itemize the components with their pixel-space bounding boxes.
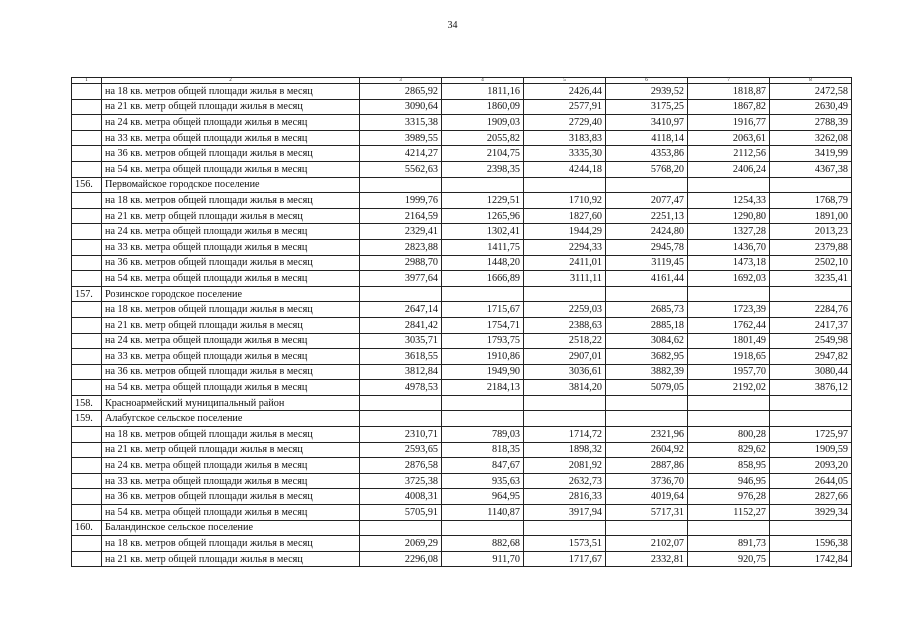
value-cell: 1411,75 (442, 239, 524, 255)
value-cell: 3812,84 (360, 364, 442, 380)
table-row (72, 99, 852, 115)
value-cell: 2251,13 (606, 208, 688, 224)
value-cell: 1573,51 (524, 536, 606, 552)
value-cell: 800,28 (688, 427, 770, 443)
value-cell: 1152,27 (688, 505, 770, 521)
section-number: 158. (72, 395, 102, 411)
empty-cell (72, 536, 102, 552)
value-cell: 1918,65 (688, 349, 770, 365)
value-cell: 3084,62 (606, 333, 688, 349)
table-row (72, 208, 852, 224)
value-cell: 2841,42 (360, 317, 442, 333)
row-label: на 36 кв. метров общей площади жилья в месяц (102, 489, 360, 505)
empty-cell (688, 520, 770, 536)
value-cell: 2081,92 (524, 458, 606, 474)
value-cell: 1742,84 (770, 551, 852, 567)
value-cell: 4353,86 (606, 146, 688, 162)
value-cell: 946,95 (688, 473, 770, 489)
value-cell: 3035,71 (360, 333, 442, 349)
value-cell: 1909,03 (442, 115, 524, 131)
empty-cell (770, 520, 852, 536)
value-cell: 1909,59 (770, 442, 852, 458)
value-cell: 1827,60 (524, 208, 606, 224)
empty-cell (770, 286, 852, 302)
column-number: 8 (770, 78, 852, 84)
row-label: на 54 кв. метра общей площади жилья в месяц (102, 505, 360, 521)
value-cell: 4118,14 (606, 130, 688, 146)
empty-cell (72, 239, 102, 255)
empty-cell (524, 520, 606, 536)
empty-cell (770, 411, 852, 427)
value-cell: 2947,82 (770, 349, 852, 365)
value-cell: 2013,23 (770, 224, 852, 240)
value-cell: 2102,07 (606, 536, 688, 552)
value-cell: 2164,59 (360, 208, 442, 224)
tariff-table (71, 77, 852, 567)
table-row (72, 302, 852, 318)
value-cell: 2887,86 (606, 458, 688, 474)
empty-cell (72, 130, 102, 146)
table-row (72, 161, 852, 177)
empty-cell (72, 442, 102, 458)
value-cell: 1140,87 (442, 505, 524, 521)
value-cell: 1867,82 (688, 99, 770, 115)
table-row (72, 442, 852, 458)
value-cell: 2069,29 (360, 536, 442, 552)
value-cell: 3183,83 (524, 130, 606, 146)
value-cell: 2424,80 (606, 224, 688, 240)
empty-cell (72, 551, 102, 567)
value-cell: 2907,01 (524, 349, 606, 365)
value-cell: 858,95 (688, 458, 770, 474)
value-cell: 5768,20 (606, 161, 688, 177)
table-row (72, 255, 852, 271)
empty-cell (72, 161, 102, 177)
row-label: на 18 кв. метров общей площади жилья в месяц (102, 84, 360, 100)
table-row (72, 146, 852, 162)
value-cell: 3090,64 (360, 99, 442, 115)
row-label: на 24 кв. метра общей площади жилья в месяц (102, 333, 360, 349)
value-cell: 2644,05 (770, 473, 852, 489)
column-number: 7 (688, 78, 770, 84)
table-row (72, 458, 852, 474)
empty-cell (72, 115, 102, 131)
empty-cell (72, 255, 102, 271)
value-cell: 2379,88 (770, 239, 852, 255)
value-cell: 1898,32 (524, 442, 606, 458)
value-cell: 2549,98 (770, 333, 852, 349)
section-title: Красноармейский муниципальный район (102, 395, 360, 411)
value-cell: 1723,39 (688, 302, 770, 318)
column-number: 2 (102, 78, 360, 84)
value-cell: 2876,58 (360, 458, 442, 474)
section-number: 156. (72, 177, 102, 193)
empty-cell (72, 505, 102, 521)
table-row (72, 317, 852, 333)
value-cell: 818,35 (442, 442, 524, 458)
value-cell: 3725,38 (360, 473, 442, 489)
section-title: Алабугское сельское поселение (102, 411, 360, 427)
row-label: на 54 кв. метра общей площади жилья в месяц (102, 380, 360, 396)
value-cell: 1793,75 (442, 333, 524, 349)
value-cell: 1473,18 (688, 255, 770, 271)
value-cell: 3977,64 (360, 271, 442, 287)
empty-cell (688, 411, 770, 427)
value-cell: 2417,37 (770, 317, 852, 333)
table-row (72, 224, 852, 240)
value-cell: 2063,61 (688, 130, 770, 146)
table-row (72, 349, 852, 365)
table-row (72, 536, 852, 552)
value-cell: 1725,97 (770, 427, 852, 443)
empty-cell (360, 411, 442, 427)
section-title: Баландинское сельское поселение (102, 520, 360, 536)
value-cell: 1891,00 (770, 208, 852, 224)
section-title: Розинское городское поселение (102, 286, 360, 302)
value-cell: 2284,76 (770, 302, 852, 318)
value-cell: 1436,70 (688, 239, 770, 255)
row-label: на 33 кв. метра общей площади жилья в месяц (102, 349, 360, 365)
row-label: на 33 кв. метра общей площади жилья в месяц (102, 130, 360, 146)
value-cell: 3111,11 (524, 271, 606, 287)
value-cell: 891,73 (688, 536, 770, 552)
table-row (72, 130, 852, 146)
table-row (72, 427, 852, 443)
value-cell: 789,03 (442, 427, 524, 443)
empty-cell (524, 177, 606, 193)
value-cell: 2406,24 (688, 161, 770, 177)
value-cell: 3175,25 (606, 99, 688, 115)
value-cell: 1999,76 (360, 193, 442, 209)
value-cell: 5079,05 (606, 380, 688, 396)
value-cell: 2192,02 (688, 380, 770, 396)
section-row (72, 177, 852, 193)
empty-cell (72, 146, 102, 162)
column-number: 4 (442, 78, 524, 84)
empty-cell (360, 395, 442, 411)
value-cell: 1801,49 (688, 333, 770, 349)
empty-cell (72, 193, 102, 209)
value-cell: 2988,70 (360, 255, 442, 271)
value-cell: 2296,08 (360, 551, 442, 567)
row-label: на 21 кв. метр общей площади жилья в месяц (102, 551, 360, 567)
value-cell: 3736,70 (606, 473, 688, 489)
row-label: на 24 кв. метра общей площади жилья в месяц (102, 458, 360, 474)
value-cell: 2518,22 (524, 333, 606, 349)
row-label: на 36 кв. метров общей площади жилья в месяц (102, 364, 360, 380)
value-cell: 2647,14 (360, 302, 442, 318)
value-cell: 3876,12 (770, 380, 852, 396)
table-row (72, 84, 852, 100)
value-cell: 1596,38 (770, 536, 852, 552)
empty-cell (72, 473, 102, 489)
value-cell: 1327,28 (688, 224, 770, 240)
value-cell: 1944,29 (524, 224, 606, 240)
value-cell: 2411,01 (524, 255, 606, 271)
empty-cell (524, 411, 606, 427)
value-cell: 2593,65 (360, 442, 442, 458)
value-cell: 1254,33 (688, 193, 770, 209)
value-cell: 1754,71 (442, 317, 524, 333)
value-cell: 3419,99 (770, 146, 852, 162)
value-cell: 1710,92 (524, 193, 606, 209)
section-number: 157. (72, 286, 102, 302)
value-cell: 2632,73 (524, 473, 606, 489)
section-row (72, 395, 852, 411)
value-cell: 935,63 (442, 473, 524, 489)
value-cell: 3989,55 (360, 130, 442, 146)
row-label: на 36 кв. метров общей площади жилья в месяц (102, 146, 360, 162)
row-label: на 24 кв. метра общей площади жилья в месяц (102, 224, 360, 240)
value-cell: 976,28 (688, 489, 770, 505)
value-cell: 2398,35 (442, 161, 524, 177)
row-label: на 21 кв. метр общей площади жилья в месяц (102, 317, 360, 333)
empty-cell (688, 177, 770, 193)
table-body (72, 78, 852, 567)
section-row (72, 411, 852, 427)
value-cell: 2426,44 (524, 84, 606, 100)
empty-cell (72, 208, 102, 224)
value-cell: 4214,27 (360, 146, 442, 162)
value-cell: 847,67 (442, 458, 524, 474)
value-cell: 4161,44 (606, 271, 688, 287)
value-cell: 5705,91 (360, 505, 442, 521)
value-cell: 3119,45 (606, 255, 688, 271)
value-cell: 2332,81 (606, 551, 688, 567)
column-number: 6 (606, 78, 688, 84)
value-cell: 2259,03 (524, 302, 606, 318)
value-cell: 1818,87 (688, 84, 770, 100)
value-cell: 1290,80 (688, 208, 770, 224)
value-cell: 1229,51 (442, 193, 524, 209)
value-cell: 1957,70 (688, 364, 770, 380)
empty-cell (360, 177, 442, 193)
empty-cell (442, 286, 524, 302)
value-cell: 1302,41 (442, 224, 524, 240)
value-cell: 4008,31 (360, 489, 442, 505)
value-cell: 1448,20 (442, 255, 524, 271)
row-label: на 18 кв. метров общей площади жилья в месяц (102, 302, 360, 318)
table-row (72, 489, 852, 505)
value-cell: 920,75 (688, 551, 770, 567)
value-cell: 1949,90 (442, 364, 524, 380)
value-cell: 2055,82 (442, 130, 524, 146)
value-cell: 3618,55 (360, 349, 442, 365)
table-row (72, 271, 852, 287)
value-cell: 911,70 (442, 551, 524, 567)
value-cell: 964,95 (442, 489, 524, 505)
table-row (72, 364, 852, 380)
value-cell: 2823,88 (360, 239, 442, 255)
value-cell: 1717,67 (524, 551, 606, 567)
empty-cell (360, 520, 442, 536)
value-cell: 2472,58 (770, 84, 852, 100)
row-label: на 18 кв. метров общей площади жилья в месяц (102, 427, 360, 443)
value-cell: 2112,56 (688, 146, 770, 162)
value-cell: 3814,20 (524, 380, 606, 396)
row-label: на 24 кв. метра общей площади жилья в месяц (102, 115, 360, 131)
value-cell: 2502,10 (770, 255, 852, 271)
value-cell: 2945,78 (606, 239, 688, 255)
empty-cell (72, 427, 102, 443)
column-number: 5 (524, 78, 606, 84)
value-cell: 3080,44 (770, 364, 852, 380)
empty-cell (770, 177, 852, 193)
empty-cell (72, 302, 102, 318)
empty-cell (442, 520, 524, 536)
value-cell: 2729,40 (524, 115, 606, 131)
value-cell: 3036,61 (524, 364, 606, 380)
empty-cell (688, 286, 770, 302)
value-cell: 1910,86 (442, 349, 524, 365)
row-label: на 36 кв. метров общей площади жилья в месяц (102, 255, 360, 271)
value-cell: 2093,20 (770, 458, 852, 474)
value-cell: 3235,41 (770, 271, 852, 287)
value-cell: 2104,75 (442, 146, 524, 162)
value-cell: 2630,49 (770, 99, 852, 115)
value-cell: 2885,18 (606, 317, 688, 333)
row-label: на 18 кв. метров общей площади жилья в месяц (102, 536, 360, 552)
row-label: на 21 кв. метр общей площади жилья в месяц (102, 442, 360, 458)
row-label: на 33 кв. метра общей площади жилья в месяц (102, 239, 360, 255)
value-cell: 2184,13 (442, 380, 524, 396)
value-cell: 882,68 (442, 536, 524, 552)
empty-cell (606, 286, 688, 302)
value-cell: 4244,18 (524, 161, 606, 177)
table-row (72, 115, 852, 131)
value-cell: 2329,41 (360, 224, 442, 240)
value-cell: 1762,44 (688, 317, 770, 333)
column-number: 1 (72, 78, 102, 84)
row-label: на 21 кв. метр общей площади жилья в месяц (102, 208, 360, 224)
empty-cell (770, 395, 852, 411)
value-cell: 2577,91 (524, 99, 606, 115)
empty-cell (72, 99, 102, 115)
value-cell: 2310,71 (360, 427, 442, 443)
empty-cell (72, 349, 102, 365)
empty-cell (442, 411, 524, 427)
value-cell: 1265,96 (442, 208, 524, 224)
value-cell: 2685,73 (606, 302, 688, 318)
empty-cell (524, 395, 606, 411)
page-number: 34 (447, 20, 458, 31)
empty-cell (442, 395, 524, 411)
table-row (72, 551, 852, 567)
value-cell: 2865,92 (360, 84, 442, 100)
value-cell: 1768,79 (770, 193, 852, 209)
table-row (72, 473, 852, 489)
empty-cell (606, 177, 688, 193)
value-cell: 1860,09 (442, 99, 524, 115)
row-label: на 21 кв. метр общей площади жилья в месяц (102, 99, 360, 115)
empty-cell (606, 395, 688, 411)
empty-cell (688, 395, 770, 411)
section-number: 160. (72, 520, 102, 536)
empty-cell (606, 520, 688, 536)
value-cell: 3335,30 (524, 146, 606, 162)
value-cell: 2294,33 (524, 239, 606, 255)
value-cell: 1666,89 (442, 271, 524, 287)
empty-cell (72, 380, 102, 396)
row-label: на 33 кв. метра общей площади жилья в месяц (102, 473, 360, 489)
table-row (72, 380, 852, 396)
value-cell: 829,62 (688, 442, 770, 458)
section-row (72, 520, 852, 536)
row-label: на 54 кв. метра общей площади жилья в месяц (102, 161, 360, 177)
value-cell: 2604,92 (606, 442, 688, 458)
section-row (72, 286, 852, 302)
column-number: 3 (360, 78, 442, 84)
value-cell: 2816,33 (524, 489, 606, 505)
value-cell: 2077,47 (606, 193, 688, 209)
empty-cell (72, 84, 102, 100)
empty-cell (72, 271, 102, 287)
value-cell: 2321,96 (606, 427, 688, 443)
table-row (72, 333, 852, 349)
value-cell: 1811,16 (442, 84, 524, 100)
value-cell: 3262,08 (770, 130, 852, 146)
section-title: Первомайское городское поселение (102, 177, 360, 193)
value-cell: 2388,63 (524, 317, 606, 333)
value-cell: 3315,38 (360, 115, 442, 131)
empty-cell (442, 177, 524, 193)
value-cell: 2939,52 (606, 84, 688, 100)
value-cell: 4978,53 (360, 380, 442, 396)
value-cell: 3917,94 (524, 505, 606, 521)
table-row (72, 193, 852, 209)
table-row (72, 239, 852, 255)
table-row (72, 505, 852, 521)
value-cell: 1715,67 (442, 302, 524, 318)
value-cell: 3410,97 (606, 115, 688, 131)
empty-cell (72, 364, 102, 380)
section-number: 159. (72, 411, 102, 427)
empty-cell (72, 489, 102, 505)
empty-cell (72, 333, 102, 349)
value-cell: 1916,77 (688, 115, 770, 131)
value-cell: 3882,39 (606, 364, 688, 380)
value-cell: 4019,64 (606, 489, 688, 505)
empty-cell (524, 286, 606, 302)
value-cell: 3929,34 (770, 505, 852, 521)
value-cell: 1692,03 (688, 271, 770, 287)
empty-cell (360, 286, 442, 302)
row-label: на 54 кв. метра общей площади жилья в месяц (102, 271, 360, 287)
empty-cell (606, 411, 688, 427)
value-cell: 5562,63 (360, 161, 442, 177)
empty-cell (72, 458, 102, 474)
value-cell: 5717,31 (606, 505, 688, 521)
value-cell: 2788,39 (770, 115, 852, 131)
value-cell: 3682,95 (606, 349, 688, 365)
value-cell: 4367,38 (770, 161, 852, 177)
value-cell: 1714,72 (524, 427, 606, 443)
value-cell: 2827,66 (770, 489, 852, 505)
row-label: на 18 кв. метров общей площади жилья в месяц (102, 193, 360, 209)
empty-cell (72, 224, 102, 240)
empty-cell (72, 317, 102, 333)
